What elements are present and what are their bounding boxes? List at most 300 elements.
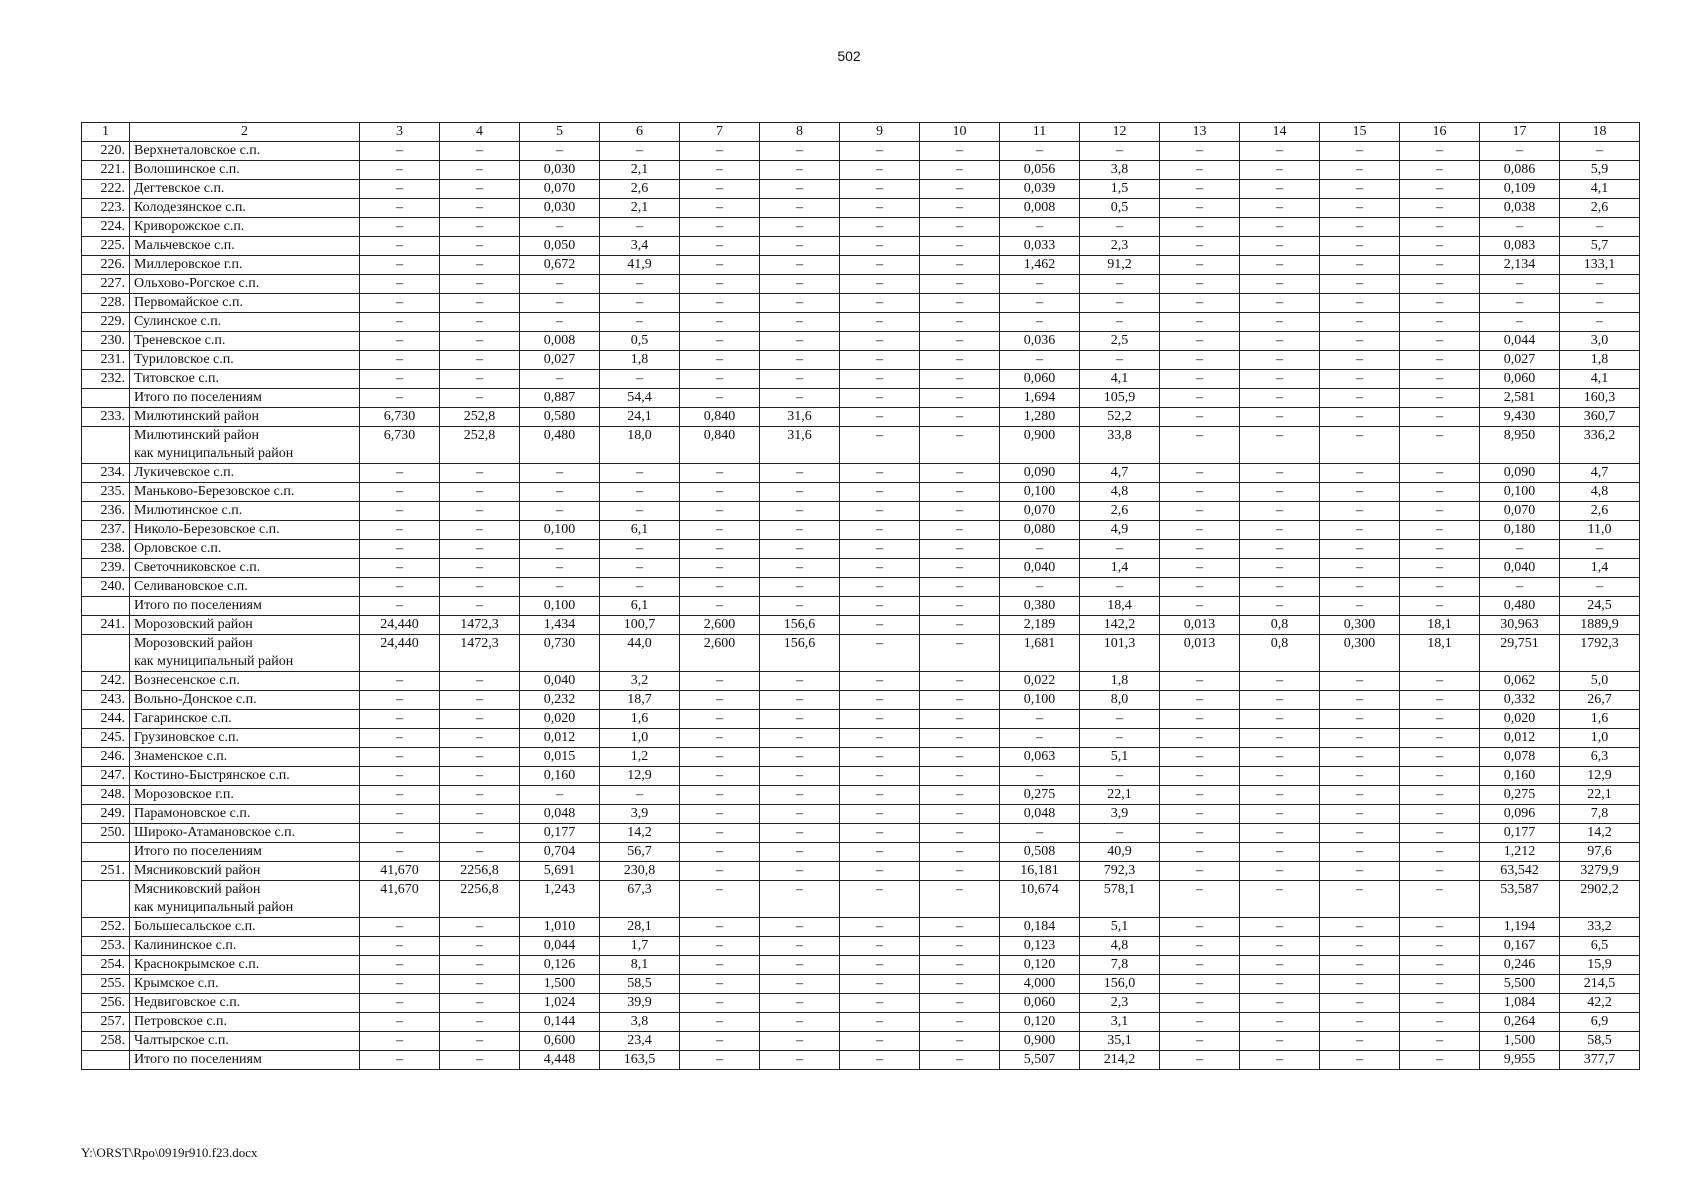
table-cell: 4,000: [1000, 975, 1080, 994]
table-row: [82, 767, 1640, 786]
table-cell: –: [920, 597, 1000, 616]
table-cell: –: [1400, 805, 1480, 824]
row-number-cell: [82, 597, 130, 616]
table-cell: –: [1320, 275, 1400, 294]
table-cell: –: [360, 502, 440, 521]
table-cell: 54,4: [600, 389, 680, 408]
table-cell: 3,9: [600, 805, 680, 824]
table-cell: 0,167: [1480, 937, 1560, 956]
table-cell: –: [520, 370, 600, 389]
table-cell: 5,500: [1480, 975, 1560, 994]
table-cell: 1889,9: [1560, 616, 1640, 635]
table-cell: –: [840, 370, 920, 389]
table-cell: –: [920, 142, 1000, 161]
table-cell: –: [1560, 294, 1640, 313]
table-cell: 10,674: [1000, 881, 1080, 918]
table-cell: 0,100: [1000, 483, 1080, 502]
table-cell: –: [1160, 672, 1240, 691]
table-cell: –: [1320, 918, 1400, 937]
row-name-line: как муниципальный район: [134, 446, 294, 461]
table-cell: –: [360, 597, 440, 616]
table-cell: –: [600, 578, 680, 597]
table-cell: –: [1240, 389, 1320, 408]
table-cell: 28,1: [600, 918, 680, 937]
row-name-cell: Недвиговское с.п.: [130, 994, 360, 1013]
table-cell: 14,2: [1560, 824, 1640, 843]
table-cell: –: [1160, 824, 1240, 843]
table-cell: 0,120: [1000, 956, 1080, 975]
table-cell: –: [520, 142, 600, 161]
table-cell: –: [520, 559, 600, 578]
row-number-cell: 230.: [82, 332, 130, 351]
table-cell: 29,751: [1480, 635, 1560, 672]
table-cell: 0,5: [600, 332, 680, 351]
table-cell: –: [1080, 578, 1160, 597]
table-cell: –: [360, 1013, 440, 1032]
table-cell: 1,500: [520, 975, 600, 994]
table-cell: –: [1320, 256, 1400, 275]
table-cell: –: [1160, 199, 1240, 218]
row-number-cell: 255.: [82, 975, 130, 994]
table-cell: –: [840, 313, 920, 332]
table-cell: –: [1240, 540, 1320, 559]
table-cell: 0,020: [520, 710, 600, 729]
table-cell: –: [760, 824, 840, 843]
table-cell: –: [1320, 1013, 1400, 1032]
table-cell: –: [760, 937, 840, 956]
table-body: [82, 142, 1640, 1070]
table-cell: 1,0: [600, 729, 680, 748]
column-header: 3: [360, 123, 440, 142]
table-cell: –: [1320, 1032, 1400, 1051]
table-cell: –: [760, 805, 840, 824]
table-cell: –: [760, 1051, 840, 1070]
table-cell: –: [840, 294, 920, 313]
table-cell: –: [680, 1013, 760, 1032]
table-cell: –: [1160, 180, 1240, 199]
table-cell: 0,887: [520, 389, 600, 408]
table-cell: –: [840, 597, 920, 616]
table-cell: –: [920, 975, 1000, 994]
table-cell: –: [1320, 332, 1400, 351]
row-number-cell: 226.: [82, 256, 130, 275]
row-name-cell: Титовское с.п.: [130, 370, 360, 389]
row-name-cell: Николо-Березовское с.п.: [130, 521, 360, 540]
table-row: [82, 994, 1640, 1013]
table-cell: 1,462: [1000, 256, 1080, 275]
table-cell: –: [1240, 597, 1320, 616]
table-cell: 0,300: [1320, 635, 1400, 672]
table-cell: –: [760, 275, 840, 294]
table-cell: 5,9: [1560, 161, 1640, 180]
table-cell: 0,126: [520, 956, 600, 975]
table-cell: –: [1000, 313, 1080, 332]
table-cell: –: [1400, 218, 1480, 237]
table-cell: –: [840, 1013, 920, 1032]
table-row: [82, 729, 1640, 748]
row-number-cell: 242.: [82, 672, 130, 691]
table-cell: –: [840, 578, 920, 597]
table-cell: –: [1320, 691, 1400, 710]
table-cell: –: [440, 540, 520, 559]
table-cell: 1,084: [1480, 994, 1560, 1013]
table-cell: –: [920, 351, 1000, 370]
table-cell: –: [440, 294, 520, 313]
header-row: [82, 123, 1640, 142]
table-cell: –: [440, 956, 520, 975]
table-cell: –: [1320, 786, 1400, 805]
row-number-cell: [82, 881, 130, 918]
table-cell: –: [360, 370, 440, 389]
table-cell: –: [360, 483, 440, 502]
table-cell: –: [1160, 521, 1240, 540]
table-cell: –: [840, 918, 920, 937]
table-cell: 0,580: [520, 408, 600, 427]
table-cell: –: [1160, 370, 1240, 389]
row-number-cell: 256.: [82, 994, 130, 1013]
table-cell: –: [440, 975, 520, 994]
row-name-cell: Лукичевское с.п.: [130, 464, 360, 483]
table-cell: 2,6: [600, 180, 680, 199]
table-cell: –: [920, 313, 1000, 332]
table-row: [82, 824, 1640, 843]
table-cell: –: [520, 578, 600, 597]
table-cell: 41,9: [600, 256, 680, 275]
table-cell: 58,5: [600, 975, 680, 994]
table-cell: –: [1000, 767, 1080, 786]
table-cell: –: [1240, 218, 1320, 237]
table-cell: 33,8: [1080, 427, 1160, 464]
table-cell: –: [1240, 256, 1320, 275]
table-cell: –: [840, 881, 920, 918]
table-cell: –: [1480, 578, 1560, 597]
table-cell: 377,7: [1560, 1051, 1640, 1070]
table-cell: –: [1320, 161, 1400, 180]
row-number-cell: 250.: [82, 824, 130, 843]
table-cell: –: [1240, 275, 1320, 294]
row-name-cell: Морозовское г.п.: [130, 786, 360, 805]
table-cell: 4,8: [1560, 483, 1640, 502]
row-name-cell: Итого по поселениям: [130, 843, 360, 862]
table-cell: 8,950: [1480, 427, 1560, 464]
row-name-cell: Краснокрымское с.п.: [130, 956, 360, 975]
table-cell: –: [1160, 975, 1240, 994]
table-cell: –: [1320, 597, 1400, 616]
table-cell: –: [1000, 540, 1080, 559]
table-cell: 12,9: [1560, 767, 1640, 786]
table-cell: –: [360, 994, 440, 1013]
table-cell: –: [360, 672, 440, 691]
row-name-cell: Костино-Быстрянское с.п.: [130, 767, 360, 786]
table-cell: –: [1400, 521, 1480, 540]
table-cell: –: [760, 710, 840, 729]
table-cell: –: [1240, 464, 1320, 483]
table-cell: –: [1400, 351, 1480, 370]
table-cell: –: [760, 1032, 840, 1051]
table-cell: –: [1160, 351, 1240, 370]
table-cell: 2,134: [1480, 256, 1560, 275]
table-cell: –: [1080, 710, 1160, 729]
table-cell: –: [360, 729, 440, 748]
table-cell: 163,5: [600, 1051, 680, 1070]
table-cell: –: [1320, 294, 1400, 313]
table-row: [82, 748, 1640, 767]
table-cell: –: [1400, 313, 1480, 332]
row-number-cell: 227.: [82, 275, 130, 294]
table-cell: –: [1160, 294, 1240, 313]
table-cell: –: [1400, 199, 1480, 218]
table-cell: –: [1400, 862, 1480, 881]
table-cell: –: [1320, 540, 1400, 559]
row-number-cell: 241.: [82, 616, 130, 635]
column-header: 8: [760, 123, 840, 142]
column-header: 18: [1560, 123, 1640, 142]
table-cell: –: [760, 389, 840, 408]
table-cell: 0,120: [1000, 1013, 1080, 1032]
table-cell: –: [1240, 427, 1320, 464]
table-cell: –: [1560, 142, 1640, 161]
table-cell: 67,3: [600, 881, 680, 918]
row-number-cell: [82, 427, 130, 464]
table-cell: –: [840, 994, 920, 1013]
table-cell: –: [760, 521, 840, 540]
table-cell: –: [440, 748, 520, 767]
table-cell: 3,8: [1080, 161, 1160, 180]
table-cell: –: [440, 672, 520, 691]
table-cell: –: [1080, 767, 1160, 786]
row-name-line: как муниципальный район: [134, 900, 294, 915]
table-cell: –: [760, 672, 840, 691]
table-cell: –: [840, 161, 920, 180]
table-cell: 31,6: [760, 427, 840, 464]
table-cell: 24,440: [360, 635, 440, 672]
row-name-cell: Итого по поселениям: [130, 597, 360, 616]
table-cell: –: [1240, 559, 1320, 578]
table-cell: 23,4: [600, 1032, 680, 1051]
table-cell: –: [760, 483, 840, 502]
table-cell: 8,0: [1080, 691, 1160, 710]
table-cell: –: [1080, 313, 1160, 332]
table-cell: 0,015: [520, 748, 600, 767]
table-cell: –: [920, 540, 1000, 559]
table-cell: –: [1560, 313, 1640, 332]
table-cell: 0,184: [1000, 918, 1080, 937]
table-header: [82, 123, 1640, 142]
table-cell: –: [1160, 237, 1240, 256]
table-cell: 58,5: [1560, 1032, 1640, 1051]
table-cell: 4,7: [1560, 464, 1640, 483]
table-cell: –: [920, 502, 1000, 521]
table-cell: –: [1240, 294, 1320, 313]
table-cell: –: [840, 1032, 920, 1051]
table-cell: –: [360, 464, 440, 483]
table-cell: –: [1240, 180, 1320, 199]
table-cell: –: [600, 275, 680, 294]
table-cell: –: [1160, 1013, 1240, 1032]
row-name-cell: Чалтырское с.п.: [130, 1032, 360, 1051]
table-cell: –: [760, 1013, 840, 1032]
table-row: [82, 180, 1640, 199]
table-cell: –: [920, 1032, 1000, 1051]
table-cell: –: [360, 767, 440, 786]
data-table: [81, 122, 1640, 1070]
table-cell: –: [1160, 597, 1240, 616]
table-cell: 2256,8: [440, 881, 520, 918]
table-cell: –: [1240, 748, 1320, 767]
table-cell: –: [920, 256, 1000, 275]
table-cell: 0,020: [1480, 710, 1560, 729]
table-cell: 360,7: [1560, 408, 1640, 427]
table-row: [82, 389, 1640, 408]
table-cell: –: [840, 729, 920, 748]
table-cell: –: [1240, 805, 1320, 824]
table-cell: –: [920, 805, 1000, 824]
row-name-cell: Широко-Атамановское с.п.: [130, 824, 360, 843]
table-cell: –: [440, 786, 520, 805]
table-cell: 15,9: [1560, 956, 1640, 975]
table-cell: –: [920, 729, 1000, 748]
table-cell: 0,8: [1240, 635, 1320, 672]
row-name-cell: Селивановское с.п.: [130, 578, 360, 597]
row-name-cell: Большесальское с.п.: [130, 918, 360, 937]
row-name-cell: [130, 881, 360, 918]
table-cell: –: [1400, 824, 1480, 843]
table-cell: 0,036: [1000, 332, 1080, 351]
row-number-cell: [82, 635, 130, 672]
table-cell: –: [760, 881, 840, 918]
table-cell: –: [920, 1051, 1000, 1070]
table-row: [82, 616, 1640, 635]
table-cell: –: [840, 748, 920, 767]
table-cell: 3,2: [600, 672, 680, 691]
table-cell: –: [1400, 672, 1480, 691]
table-cell: 24,5: [1560, 597, 1640, 616]
table-cell: –: [1000, 729, 1080, 748]
table-cell: –: [1160, 408, 1240, 427]
table-cell: –: [1480, 540, 1560, 559]
table-cell: –: [440, 578, 520, 597]
row-name-cell: Знаменское с.п.: [130, 748, 360, 767]
table-cell: –: [440, 464, 520, 483]
row-name-cell: Морозовский район: [130, 616, 360, 635]
table-cell: –: [920, 427, 1000, 464]
row-name-line: Мясниковский район: [134, 882, 261, 897]
table-cell: –: [440, 918, 520, 937]
table-cell: –: [1240, 729, 1320, 748]
table-cell: 0,022: [1000, 672, 1080, 691]
table-cell: –: [1400, 994, 1480, 1013]
table-cell: 1,280: [1000, 408, 1080, 427]
table-cell: –: [760, 843, 840, 862]
table-cell: 252,8: [440, 427, 520, 464]
table-row: [82, 370, 1640, 389]
table-cell: –: [1560, 540, 1640, 559]
table-row: [82, 218, 1640, 237]
table-cell: –: [520, 464, 600, 483]
table-cell: 0,672: [520, 256, 600, 275]
table-row: [82, 275, 1640, 294]
table-cell: –: [680, 824, 760, 843]
table-cell: –: [920, 389, 1000, 408]
table-cell: –: [440, 180, 520, 199]
table-row: [82, 199, 1640, 218]
table-cell: –: [1160, 691, 1240, 710]
table-cell: 0,177: [1480, 824, 1560, 843]
table-cell: 0,070: [1480, 502, 1560, 521]
table-cell: –: [440, 767, 520, 786]
table-cell: 18,1: [1400, 635, 1480, 672]
table-cell: –: [1000, 578, 1080, 597]
table-cell: 5,1: [1080, 748, 1160, 767]
row-number-cell: 224.: [82, 218, 130, 237]
table-cell: –: [680, 351, 760, 370]
table-cell: –: [680, 956, 760, 975]
column-header: 9: [840, 123, 920, 142]
row-name-cell: Колодезянское с.п.: [130, 199, 360, 218]
table-row: [82, 691, 1640, 710]
table-cell: –: [1160, 729, 1240, 748]
table-cell: –: [680, 464, 760, 483]
table-cell: –: [1320, 862, 1400, 881]
table-cell: –: [760, 294, 840, 313]
table-cell: 156,0: [1080, 975, 1160, 994]
row-number-cell: 225.: [82, 237, 130, 256]
row-name-line: Морозовский район: [134, 636, 253, 651]
table-cell: –: [360, 237, 440, 256]
table-cell: –: [1000, 824, 1080, 843]
row-number-cell: 253.: [82, 937, 130, 956]
column-header: 1: [82, 123, 130, 142]
row-name-cell: Милютинский район: [130, 408, 360, 427]
table-cell: –: [1320, 389, 1400, 408]
table-cell: –: [760, 237, 840, 256]
table-cell: 4,1: [1560, 370, 1640, 389]
table-cell: –: [680, 994, 760, 1013]
table-cell: 0,144: [520, 1013, 600, 1032]
table-cell: –: [440, 389, 520, 408]
table-cell: 1,010: [520, 918, 600, 937]
table-cell: 0,033: [1000, 237, 1080, 256]
table-cell: 6,9: [1560, 1013, 1640, 1032]
table-cell: –: [1240, 824, 1320, 843]
table-cell: –: [680, 843, 760, 862]
table-cell: –: [440, 805, 520, 824]
row-name-cell: Волошинское с.п.: [130, 161, 360, 180]
table-cell: 0,123: [1000, 937, 1080, 956]
row-name-line: как муниципальный район: [134, 654, 294, 669]
table-cell: 230,8: [600, 862, 680, 881]
table-cell: 6,3: [1560, 748, 1640, 767]
table-cell: 2,1: [600, 199, 680, 218]
row-name-cell: Вознесенское с.п.: [130, 672, 360, 691]
table-cell: 1,8: [1080, 672, 1160, 691]
table-cell: –: [1320, 408, 1400, 427]
table-cell: 5,507: [1000, 1051, 1080, 1070]
table-cell: 18,7: [600, 691, 680, 710]
table-cell: –: [920, 843, 1000, 862]
table-cell: –: [760, 161, 840, 180]
table-cell: 2,6: [1560, 199, 1640, 218]
table-cell: –: [760, 729, 840, 748]
table-cell: –: [520, 483, 600, 502]
table-cell: 1,024: [520, 994, 600, 1013]
table-cell: 24,440: [360, 616, 440, 635]
table-cell: –: [920, 672, 1000, 691]
table-cell: 0,180: [1480, 521, 1560, 540]
table-cell: –: [360, 389, 440, 408]
table-cell: –: [760, 691, 840, 710]
table-cell: 0,048: [1000, 805, 1080, 824]
